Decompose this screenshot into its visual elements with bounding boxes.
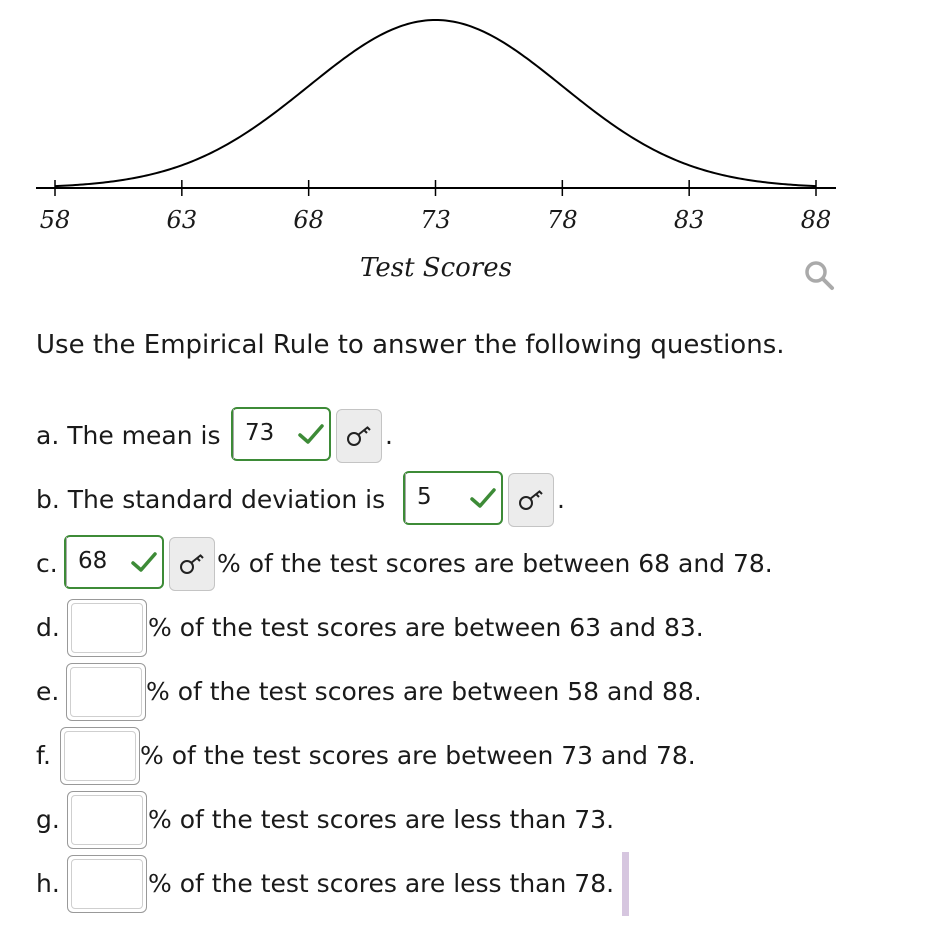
- answer-key-a-button[interactable]: [336, 409, 382, 463]
- answer-h-input[interactable]: [67, 855, 147, 913]
- key-icon: [518, 488, 546, 512]
- answer-b-value: 5: [417, 484, 432, 510]
- answer-c-field[interactable]: [64, 535, 164, 589]
- question-f-text: % of the test scores are between 73 and 78.: [140, 741, 696, 770]
- question-g-text: % of the test scores are less than 73.: [148, 805, 615, 834]
- x-tick-label: 78: [547, 206, 578, 234]
- check-icon: [130, 549, 158, 575]
- x-tick-label: 68: [293, 206, 324, 234]
- question-d-label: d.: [36, 613, 60, 642]
- answer-key-b-button[interactable]: [508, 473, 554, 527]
- answer-a-value: 73: [245, 420, 275, 446]
- x-tick-label: 83: [673, 206, 705, 234]
- key-icon: [346, 424, 374, 448]
- answer-c-value: 68: [78, 548, 108, 574]
- question-f-label: f.: [36, 741, 51, 770]
- answer-d-input[interactable]: [67, 599, 147, 657]
- zoom-button[interactable]: [802, 258, 836, 292]
- magnifier-icon: [802, 258, 836, 292]
- answer-f-input[interactable]: [60, 727, 140, 785]
- x-axis-title: Test Scores: [360, 253, 512, 283]
- question-h-label: h.: [36, 869, 60, 898]
- key-icon: [179, 552, 207, 576]
- x-tick-label: 58: [39, 206, 71, 234]
- question-e-text: % of the test scores are between 58 and 88.: [146, 677, 702, 706]
- question-e-label: e.: [36, 677, 60, 706]
- question-h-text: % of the test scores are less than 78.: [148, 869, 615, 898]
- x-tick-label: 73: [420, 206, 451, 234]
- question-b-suffix: .: [557, 485, 565, 514]
- question-b-label: b. The standard deviation is: [36, 485, 386, 514]
- answer-g-input[interactable]: [67, 791, 147, 849]
- question-d-text: % of the test scores are between 63 and 83.: [148, 613, 704, 642]
- instructions-text: Use the Empirical Rule to answer the following questions.: [36, 330, 785, 360]
- normal-curve-chart: [0, 0, 928, 300]
- check-icon: [469, 485, 497, 511]
- x-tick-label: 88: [800, 206, 832, 234]
- question-c-text: % of the test scores are between 68 and 78.: [217, 549, 773, 578]
- question-g-label: g.: [36, 805, 60, 834]
- question-a-suffix: .: [385, 421, 393, 450]
- answer-a-field[interactable]: [231, 407, 331, 461]
- question-a-label: a. The mean is: [36, 421, 221, 450]
- check-icon: [297, 421, 325, 447]
- x-tick-label: 63: [166, 206, 198, 234]
- answer-key-c-button[interactable]: [169, 537, 215, 591]
- text-cursor: [622, 852, 629, 916]
- question-c-label: c.: [36, 549, 58, 578]
- answer-b-field[interactable]: [403, 471, 503, 525]
- normal-curve-line: [55, 20, 816, 186]
- answer-e-input[interactable]: [66, 663, 146, 721]
